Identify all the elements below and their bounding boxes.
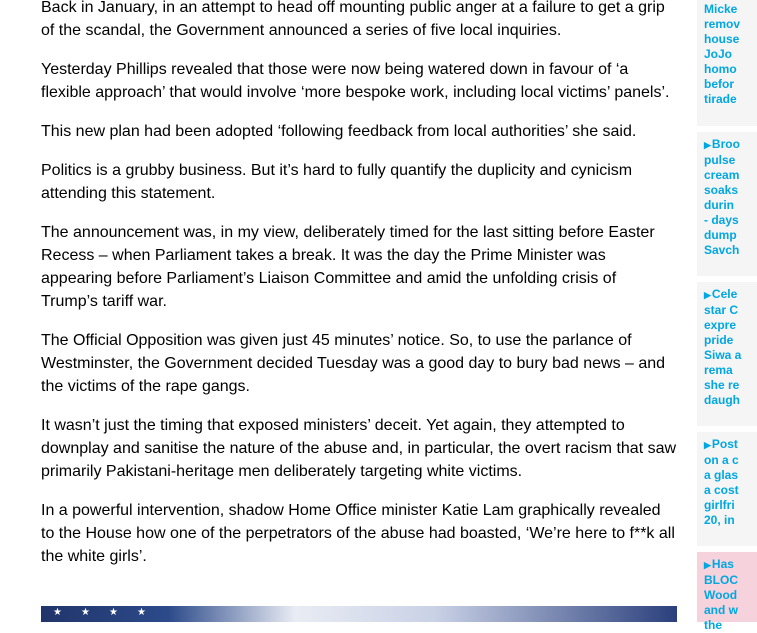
sidebar-story-card[interactable]	[697, 282, 757, 426]
article-paragraph: Politics is a grubby business. But it’s hard to fully quantify the duplicity and cynicism attending this statement.	[41, 162, 633, 202]
star-shape: ★	[81, 607, 90, 618]
article-body	[41, 0, 677, 584]
story-link[interactable]: ▶Has BLOC Wood and w the	[704, 557, 739, 632]
story-link[interactable]: Micke remov house JoJo homo befor tirade	[704, 2, 741, 106]
article-paragraph: This new plan had been adopted ‘following feedback from local authorities’ she said.	[41, 123, 637, 140]
star-shape: ★	[109, 607, 118, 618]
triangle-right-icon: ▶	[704, 140, 711, 150]
story-link[interactable]: ▶Broo pulse cream soaks durin - days dump Savch	[704, 137, 740, 257]
article-paragraph: The Official Opposition was given just 45 minutes’ notice. So, to use the parlance of Westminster, the Government decided Tuesday was a good day to bury bad news – and the victims of the rape gangs.	[41, 332, 666, 395]
star-shape: ★	[53, 607, 62, 618]
article-paragraph: In a powerful intervention, shadow Home Office minister Katie Lam graphically revealed to the House how one of the perpetrators of the abuse had boasted, ‘We’re here to f**k all the white girls’.	[41, 502, 675, 565]
story-link[interactable]: ▶Cele star C expre pride Siwa a rema she re daugh	[704, 287, 742, 407]
article-paragraph: The announcement was, in my view, deliberately timed for the last sitting before Easter Recess – when Parliament takes a break. It was the day the Prime Minister was appearing before Parliament’s Liaison Committee and amid the unfolding crisis of Trump’s tariff war.	[41, 224, 655, 310]
sidebar-story-card[interactable]	[697, 0, 757, 126]
story-link[interactable]: ▶Post on a c a glas a cost girlfri 20, in	[704, 437, 739, 527]
triangle-right-icon: ▶	[704, 560, 711, 570]
article-photo[interactable]	[41, 606, 677, 622]
sidebar-story-card[interactable]	[697, 552, 757, 632]
star-shape: ★	[137, 607, 146, 618]
sidebar-story-card[interactable]	[697, 432, 757, 546]
article-paragraph: Back in January, in an attempt to head off mounting public anger at a failure to get a grip of the scandal, the Government announced a series of five local inquiries.	[41, 0, 665, 39]
sidebar-puff-column	[697, 0, 742, 632]
triangle-right-icon: ▶	[704, 290, 711, 300]
sidebar-story-card[interactable]	[697, 132, 757, 276]
triangle-right-icon: ▶	[704, 440, 711, 450]
article-paragraph: It wasn’t just the timing that exposed ministers’ deceit. Yet again, they attempted to downplay and sanitise the nature of the abuse and, in particular, the overt racism that saw primarily Pakistani-heritage men deliberately targeting white victims.	[41, 417, 677, 480]
article-paragraph: Yesterday Phillips revealed that those were now being watered down in favour of ‘a flexible approach’ that would involve ‘more bespoke work, including local victims’ panels’.	[41, 61, 670, 101]
